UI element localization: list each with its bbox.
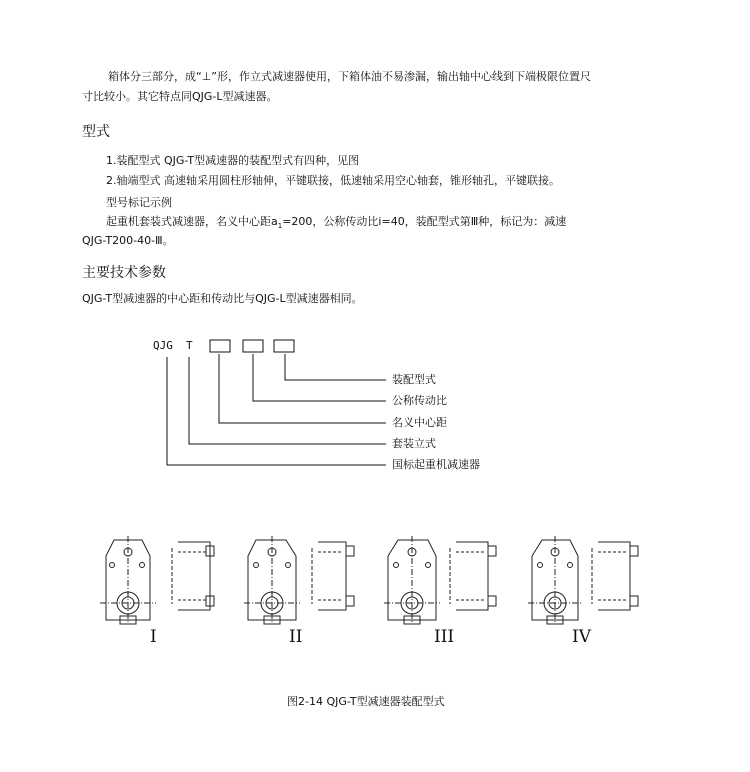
assembly-figure-3 (384, 536, 496, 624)
intro-line-1: 箱体分三部分，成“⊥”形，作立式减速器使用，下箱体油不易渗漏，输出轴中心线到下端极限位置尺 (108, 70, 591, 83)
code-label-sleeve-vertical: 套装立式 (392, 437, 436, 450)
figure-caption: 图2-14 QJG-T型减速器装配型式 (287, 695, 445, 708)
section-heading-params: 主要技术参数 (82, 265, 166, 281)
figure-numeral-4: IV (572, 627, 591, 647)
section-heading-type: 型式 (82, 124, 110, 140)
marking-example-line-2: QJG-T200-40-Ⅲ。 (82, 234, 174, 247)
figure-numeral-2: II (289, 627, 303, 647)
code-t-letter: T (186, 339, 193, 352)
assembly-type-item: 1.装配型式 QJG-T型减速器的装配型式有四种，见图 (106, 154, 360, 167)
code-label-center-distance: 名义中心距 (392, 416, 447, 429)
model-marking-subheading: 型号标记示例 (106, 196, 172, 209)
code-prefix: QJG (153, 339, 173, 352)
figure-numeral-1: I (150, 627, 157, 647)
code-label-assembly: 装配型式 (392, 373, 436, 386)
assembly-figure-2 (244, 536, 354, 624)
shaft-end-type-item: 2.轴端型式 高速轴采用圆柱形轴伸，平键联接，低速轴采用空心轴套，锥形轴孔，平键联接。 (106, 174, 560, 187)
figure-numeral-3: III (434, 627, 455, 647)
assembly-figure-1 (100, 536, 214, 624)
params-text: QJG-T型减速器的中心距和传动比与QJG-L型减速器相同。 (82, 292, 363, 305)
code-label-ratio: 公称传动比 (392, 394, 447, 407)
assembly-figure-4 (528, 536, 638, 624)
marking-example-line-1: 起重机套装式减速器，名义中心距$a_1=200$，公称传动比i=40，装配型式第Ⅲ种，标记为：减速 (106, 215, 567, 231)
intro-line-2: 寸比较小。其它特点同QJG-L型减速器。 (82, 90, 278, 103)
code-label-national-crane-reducer: 国标起重机减速器 (392, 458, 480, 471)
